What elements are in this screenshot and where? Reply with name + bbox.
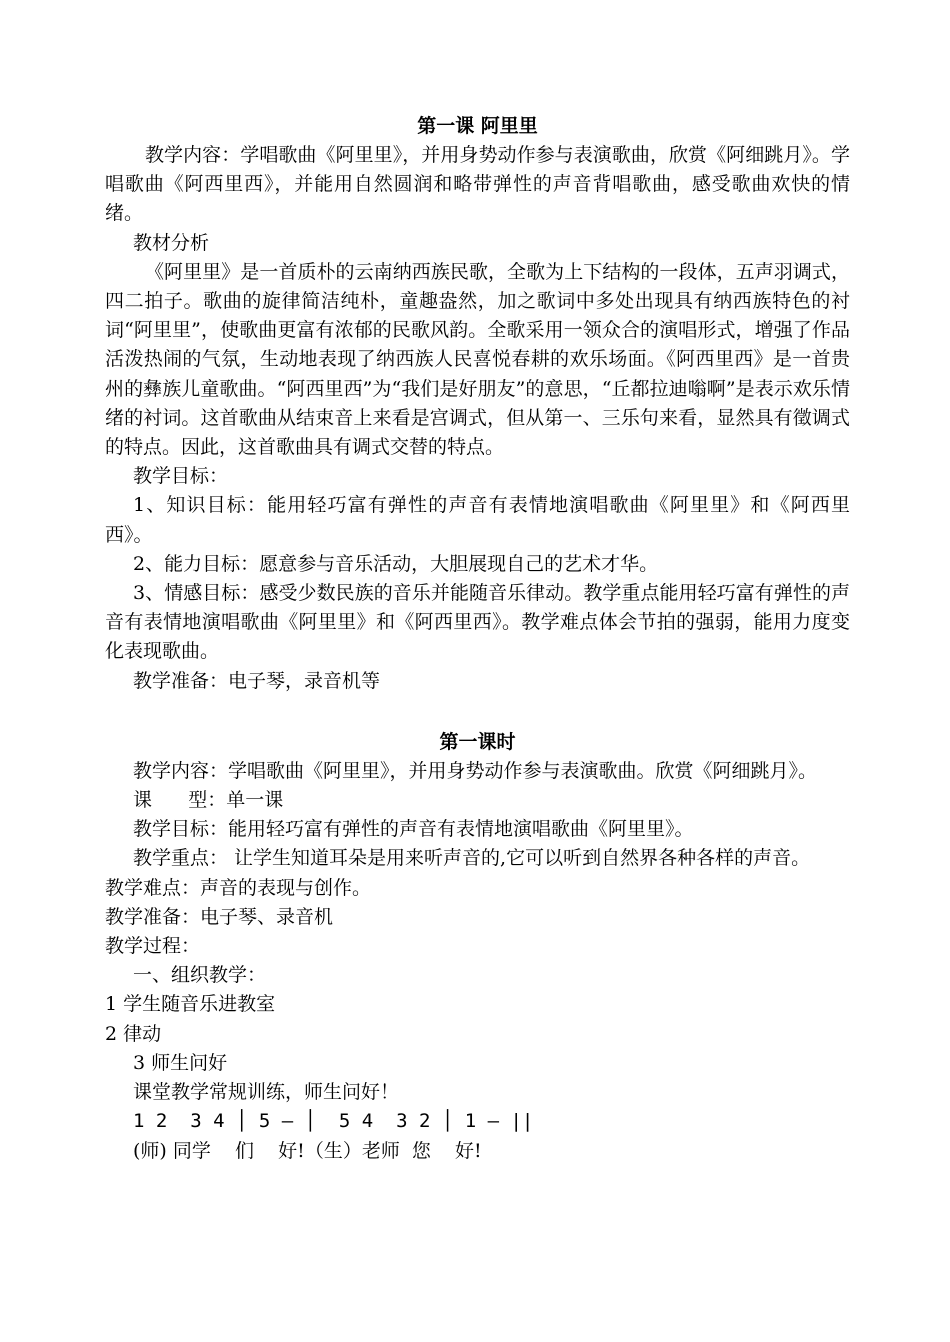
- step-greeting: 3 师生问好: [133, 1051, 228, 1074]
- music-notation: 1 2 3 4 │ 5 — │ 5 4 3 2 │ 1 — ||: [133, 1110, 534, 1133]
- period-type: 课 型：单一课: [133, 789, 284, 812]
- lesson-title: 第一课 阿里里: [417, 115, 538, 137]
- step-rhythm: 2 律动: [105, 1022, 162, 1045]
- goal-emotion: 3、情感目标：感受少数民族的音乐并能随音乐律动。教学重点能用轻巧富有弹性的声音有表情地演唱歌曲《阿里里》和《阿西里西》。教学难点体会节拍的强弱，能用力度变化表现歌曲。: [105, 582, 850, 663]
- document-page: [105, 112, 850, 1166]
- lesson-prep: 教学准备：电子琴，录音机等: [133, 669, 381, 692]
- period-goal: 教学目标：能用轻巧富有弹性的声音有表情地演唱歌曲《阿里里》。: [133, 818, 694, 841]
- period-process: 教学过程：: [105, 935, 201, 958]
- analysis-paragraph: 《阿里里》是一首质朴的云南纳西族民歌，全歌为上下结构的一段体，五声羽调式，四二拍子。歌曲的旋律简洁纯朴，童趣盎然，加之歌词中多处出现具有纳西族特色的衬词“阿里里”，使歌曲更富有浓郁的民歌风韵。全歌采用一领众合的演唱形式，增强了作品活泼热闹的气氛，生动地表现了纳西族人民喜悦春耕的欢乐场面。《阿西里西》是一首贵州的彝族儿童歌曲。“阿西里西”为“我们是好朋友”的意思，“丘都拉迪嗡啊”是表示欢乐情绪的衬词。这首歌曲从结束音上来看是宫调式，但从第一、三乐句来看，显然具有徵调式的特点。因此，这首歌曲具有调式交替的特点。: [105, 260, 850, 459]
- goals-heading: 教学目标：: [133, 465, 229, 488]
- lesson-content: 教学内容：学唱歌曲《阿里里》，并用身势动作参与表演歌曲，欣赏《阿细跳月》。学唱歌曲《阿西里西》，并能用自然圆润和略带弹性的声音背唱歌曲，感受歌曲欢快的情绪。: [105, 144, 850, 225]
- period-title: 第一课时: [439, 730, 516, 753]
- period-difficulty: 教学难点：声音的表现与创作。: [105, 876, 372, 899]
- goal-ability: 2、能力目标：愿意参与音乐活动，大胆展现自己的艺术才华。: [133, 552, 659, 575]
- analysis-heading: 教材分析: [133, 231, 210, 254]
- period-content: 教学内容：学唱歌曲《阿里里》，并用身势动作参与表演歌曲。欣赏《阿细跳月》。: [133, 759, 818, 782]
- step-organize: 一、组织教学：: [133, 964, 267, 987]
- notation-lyrics: (师) 同学 们 好!（生）老师 您 好!: [133, 1139, 482, 1162]
- step-enter-classroom: 1 学生随音乐进教室: [105, 993, 276, 1016]
- period-prep: 教学准备：电子琴、录音机: [105, 905, 334, 928]
- goal-knowledge: 1、知识目标：能用轻巧富有弹性的声音有表情地演唱歌曲《阿里里》和《阿西里西》。: [105, 494, 850, 546]
- period-key: 教学重点： 让学生知道耳朵是用来听声音的,它可以听到自然界各种各样的声音。: [133, 847, 811, 870]
- routine-training: 课堂教学常规训练，师生问好！: [133, 1081, 400, 1104]
